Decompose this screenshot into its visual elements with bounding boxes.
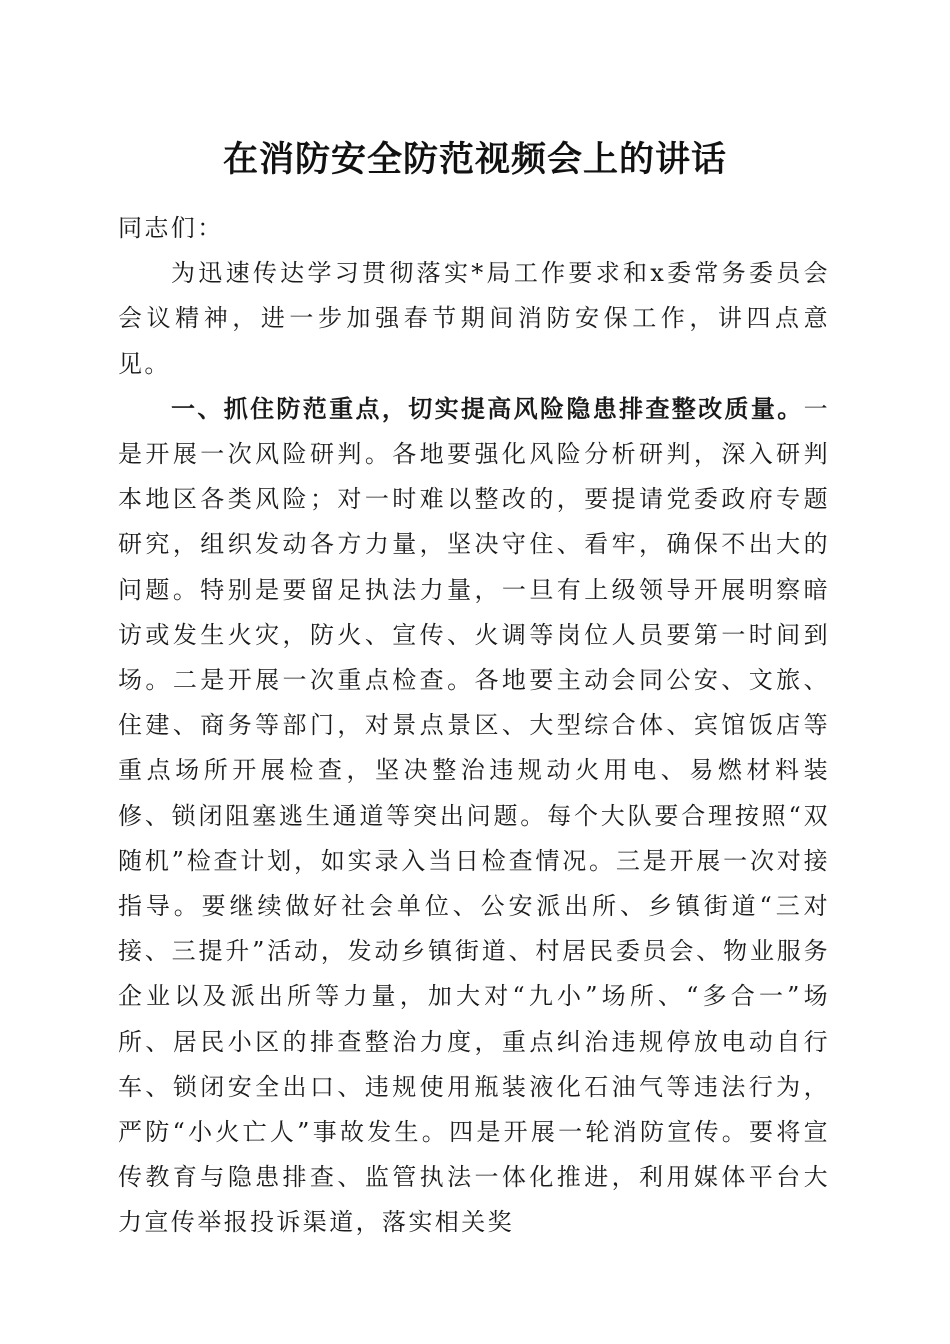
section-1-paragraph xyxy=(118,387,830,1246)
section-1-body: 一是开展一次风险研判。各地要强化风险分析研判，深入研判本地区各类风险；对一时难以整改的，要提请党委政府专题研究，组织发动各方力量，坚决守住、看牢，确保不出大的问题。特别是要留足执法力量，一旦有上级领导开展明察暗访或发生火灾，防火、宣传、火调等岗位人员要第一时间到场。二是开展一次重点检查。各地要主动会同公安、文旅、住建、商务等部门，对景点景区、大型综合体、宾馆饭店等重点场所开展检查，坚决整治违规动火用电、易燃材料装修、锁闭阻塞逃生通道等突出问题。每个大队要合理按照“双随机”检查计划，如实录入当日检查情况。三是开展一次对接指导。要继续做好社会单位、公安派出所、乡镇街道“三对接、三提升”活动，发动乡镇街道、村居民委员会、物业服务企业以及派出所等力量，加大对“九小”场所、“多合一”场所、居民小区的排查整治力度，重点纠治违规停放电动自行车、锁闭安全出口、违规使用瓶装液化石油气等违法行为，严防“小火亡人”事故发生。四是开展一轮消防宣传。要将宣传教育与隐患排查、监管执法一体化推进，利用媒体平台大力宣传举报投诉渠道，落实相关奖 xyxy=(118,394,830,1237)
page-title: 在消防安全防范视频会上的讲话 xyxy=(222,139,727,180)
document-body xyxy=(118,206,830,1246)
salutation: 同志们： xyxy=(118,214,224,242)
intro-paragraph: 为迅速传达学习贯彻落实*局工作要求和x委常务委员会会议精神，进一步加强春节期间消防安保工作，讲四点意见。 xyxy=(118,259,830,378)
section-1-heading: 一、抓住防范重点，切实提高风险隐患排查整改质量。 xyxy=(171,394,804,423)
